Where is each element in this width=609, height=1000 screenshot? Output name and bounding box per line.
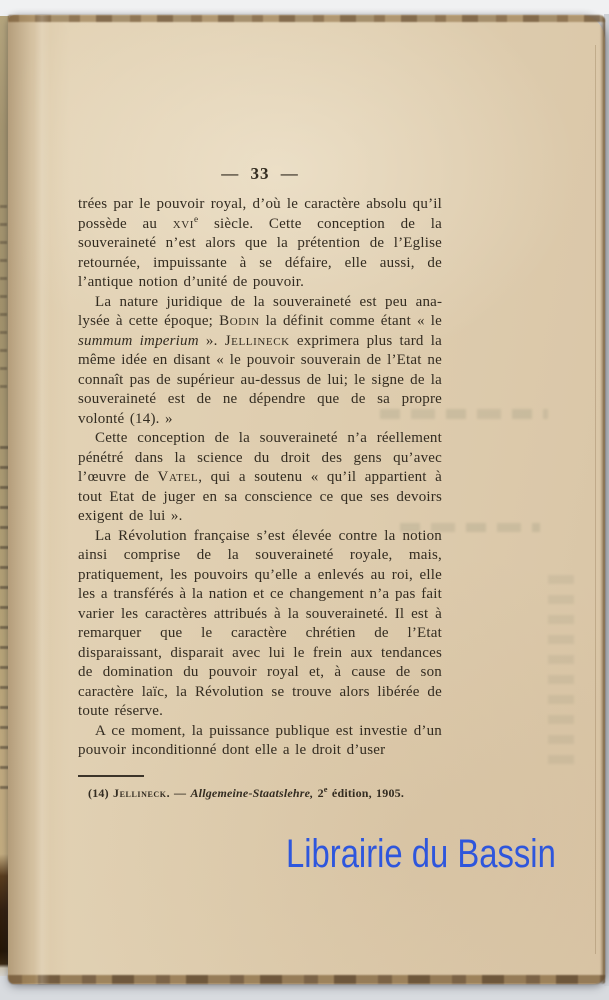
gutter-shadow [8,15,70,984]
book-page [8,15,605,984]
text-segment: summum imperium [78,332,199,349]
text-segment: Cette conception de la souveraineté n’a réellement pénétré dans la science du droit des gens qu’avec l’œuvre de [78,430,442,485]
page-number: — 33 — [221,164,299,183]
facing-page-text-marks-upper [0,190,7,400]
text-segment: (14) [88,786,113,800]
text-segment: édition, 1905. [327,786,405,800]
text-segment: xvi [172,215,195,232]
page-bottom-deckle-edge [8,975,605,984]
text-segment: La Révolution française s’est élevée contre la notion ainsi comprise de la souveraineté royale, mais, pratiquement, les pouvoirs qu’elle a enlevés au roi, elle les a transférés à la nation et ce changement n’a pas fait varier les caractères attribués à la souveraineté. Il est à remarquer que le caractère chrétien de l’Etat disparaissant, disparait avec lui le frein aux tendances de domination du pouvoir royal et, à cause de son caractère laïc, la Révolution se trouve alors libérée de toute réserve. [78,527,442,719]
text-segment: Jellineck [224,332,290,349]
paragraph [78,527,442,722]
text-segment: Allgemeine-Staatslehre, [190,786,314,800]
text-segment: trées par le pouvoir royal, d’où le caractère absolu qu’il possède au [78,196,442,232]
paragraph [78,722,442,761]
bookseller-watermark: Librairie du Bassin [286,832,556,876]
text-segment: . — [166,786,191,800]
paragraph [78,293,442,430]
text-segment: La nature juridique de la souveraineté est peu analysée à cette époque; [78,293,442,329]
paragraph [78,429,442,527]
text-segment: , qui a soutenu « qu’il appartient à tout Etat de juger en sa conscience ce que ses devoirs exigent de lui ». [78,469,442,524]
footnote-text [78,786,470,801]
page-right-edge [600,15,605,984]
text-segment: Bodin [219,313,260,329]
footnote-rule [78,775,144,777]
text-segment: e [194,214,199,225]
page-top-deckle-edge [8,15,605,22]
text-segment: Vatel [157,469,199,485]
text-segment: e [323,785,328,794]
text-block [78,163,442,761]
footnote [78,775,470,801]
gutter-highlight [34,15,50,984]
show-through-text [548,575,574,765]
text-segment: ». [198,332,225,349]
page-right-crease [595,45,596,954]
text-segment: siècle. Cette conception de la souveraineté n’est alors que la prétention de l’Eglise retournée, impuissante à se défaire, elle aussi, de l’antique notion d’unité de pouvoir. [78,215,442,290]
text-segment: A ce moment, la puissance publique est investie d’un pouvoir inconditionné dont elle a le droit d’user [78,722,442,758]
text-segment: la définit comme étant « le [259,313,442,329]
text-segment: 2 [313,786,324,800]
paragraphs [78,195,442,761]
paragraph [78,195,442,293]
text-segment: Jellineck [113,786,167,800]
text-segment: exprimera plus tard la même idée en disant « le pouvoir souverain de l’Etat ne connaît pas de supérieur au-dessus de lui; le signe de la souveraineté est de ne dépendre que de sa propre volonté (14). » [78,332,442,427]
